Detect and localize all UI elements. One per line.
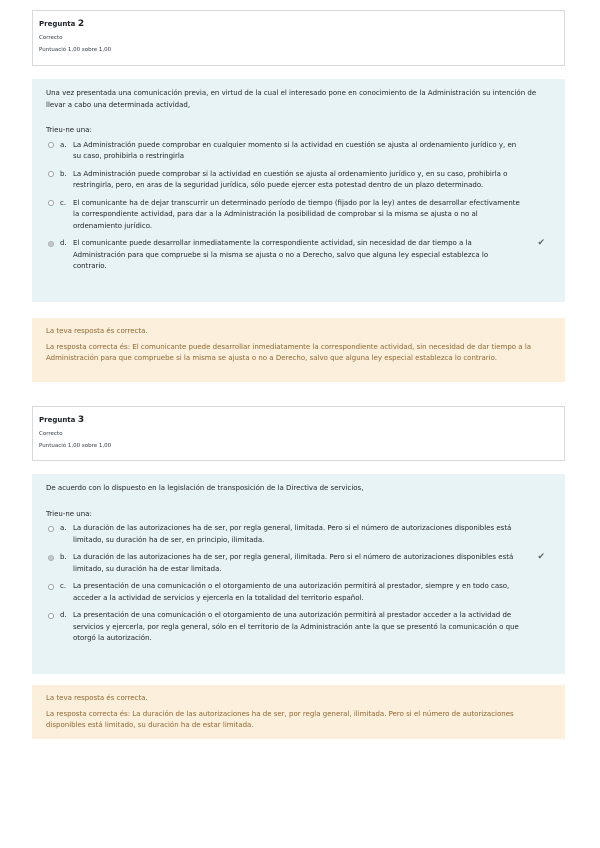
answer-list — [46, 140, 549, 273]
question-title — [39, 19, 558, 29]
option-letter: c. — [60, 582, 67, 590]
feedback-status: La teva resposta és correcta. — [46, 694, 148, 702]
radio-icon[interactable] — [48, 613, 54, 619]
option-text: La duración de las autorizaciones ha de ser, por regla general, ilimitada. Pero si el número de autorizaciones disponibles está limitado, su duración ha de estar limitada. — [73, 553, 514, 573]
option-letter: d. — [60, 239, 67, 247]
radio-icon-selected[interactable] — [48, 555, 54, 561]
question-state: Correcto — [39, 431, 63, 437]
question-number: 3 — [77, 415, 85, 425]
question-label: Pregunta — [39, 20, 76, 28]
question-grade: Puntuació 1,00 sobre 1,00 — [39, 47, 112, 53]
answer-option-c[interactable] — [46, 581, 549, 604]
question-info-3 — [32, 406, 565, 461]
answer-prompt: Trieu-ne una: — [46, 509, 92, 518]
answer-prompt: Trieu-ne una: — [46, 126, 92, 134]
option-text: La presentación de una comunicación o el otorgamiento de una autorización permitirá al prestador, siempre y en todo caso, acceder a la actividad de servicios y ejercerla en la totalidad del territorio español. — [73, 582, 510, 602]
feedback-correct-answer: La resposta correcta és: La duración de las autorizaciones ha de ser, por regla general, ilimitada. Pero si el número de autorizaciones disponibles está limitado, su duración ha de estar limitada. — [46, 709, 514, 729]
option-letter: b. — [60, 169, 67, 178]
radio-icon[interactable] — [48, 171, 54, 177]
answer-option-b[interactable] — [46, 552, 549, 575]
option-letter: b. — [60, 553, 67, 561]
question-content-3 — [32, 474, 565, 674]
radio-icon[interactable] — [48, 584, 54, 590]
option-text: La Administración puede comprobar en cualquier momento si la actividad en cuestión se ajusta al ordenamiento jurídico y, en su caso, prohibirla o restringirla — [73, 140, 517, 160]
check-icon: ✔ — [537, 552, 545, 562]
radio-icon[interactable] — [48, 200, 54, 206]
question-text: Una vez presentada una comunicación previa, en virtud de la cual el interesado pone en conocimiento de la Administración su intención de llevar a cabo una determinada actividad, — [46, 89, 537, 109]
feedback-box-2 — [32, 318, 565, 382]
feedback-box-3 — [32, 685, 565, 739]
question-grade: Puntuació 1,00 sobre 1,00 — [39, 443, 112, 449]
option-letter: c. — [60, 198, 67, 207]
question-label: Pregunta — [39, 416, 76, 424]
option-text: La Administración puede comprobar si la actividad en cuestión se ajusta al ordenamiento jurídico y, en su caso, prohibirla o restringirla, pero, en aras de la seguridad jurídica, sólo puede ejercer esta potestad dentro de un plazo determinado. — [73, 169, 508, 189]
question-number: 2 — [77, 19, 85, 29]
question-title — [39, 415, 558, 425]
option-text: El comunicante puede desarrollar inmediatamente la correspondiente actividad, sin necesidad de dar tiempo a la Administración para que compruebe si la misma se ajusta o no a Derecho, salvo que alguna ley especial establezca lo contrario. — [73, 239, 489, 270]
question-state: Correcto — [39, 35, 63, 41]
option-letter: a. — [60, 140, 67, 149]
option-letter: a. — [60, 524, 67, 532]
option-letter: d. — [60, 611, 67, 619]
question-info-2 — [32, 10, 565, 66]
answer-option-c[interactable] — [46, 198, 549, 233]
feedback-correct-answer: La resposta correcta és: El comunicante puede desarrollar inmediatamente la correspondiente actividad, sin necesidad de dar tiempo a la Administración para que compruebe si la misma se ajusta o no a Derecho, salvo que alguna ley especial establezca lo contrario. — [46, 342, 532, 362]
answer-list — [46, 523, 549, 645]
radio-icon-selected[interactable] — [48, 241, 54, 247]
option-text: La duración de las autorizaciones ha de ser, por regla general, limitada. Pero si el número de autorizaciones disponibles está limitado, su duración ha de ser, en principio, ilimitada. — [73, 524, 512, 544]
feedback-status: La teva resposta és correcta. — [46, 327, 148, 335]
question-text: De acuerdo con lo dispuesto en la legislación de transposición de la Directiva de servicios, — [46, 484, 364, 492]
option-text: La presentación de una comunicación o el otorgamiento de una autorización permitirá al prestador acceder a la actividad de servicios y ejercerla, por regla general, sólo en el territorio de la Administración ante la que se presentó la comunicación o que otorgó la autorización. — [73, 611, 519, 642]
option-text: El comunicante ha de dejar transcurrir un determinado período de tiempo (fijado por la ley) antes de desarrollar efectivamente la correspondiente actividad, para dar a la Administración la posibilidad de comprobar si la misma se ajusta o no al ordenamiento jurídico. — [73, 198, 520, 230]
check-icon: ✔ — [537, 238, 545, 248]
radio-icon[interactable] — [48, 526, 54, 532]
answer-option-a[interactable] — [46, 140, 549, 163]
answer-option-b[interactable] — [46, 169, 549, 192]
answer-option-a[interactable] — [46, 523, 549, 546]
answer-option-d[interactable] — [46, 610, 549, 645]
radio-icon[interactable] — [48, 142, 54, 148]
answer-option-d[interactable] — [46, 238, 549, 273]
question-content-2 — [32, 79, 565, 302]
